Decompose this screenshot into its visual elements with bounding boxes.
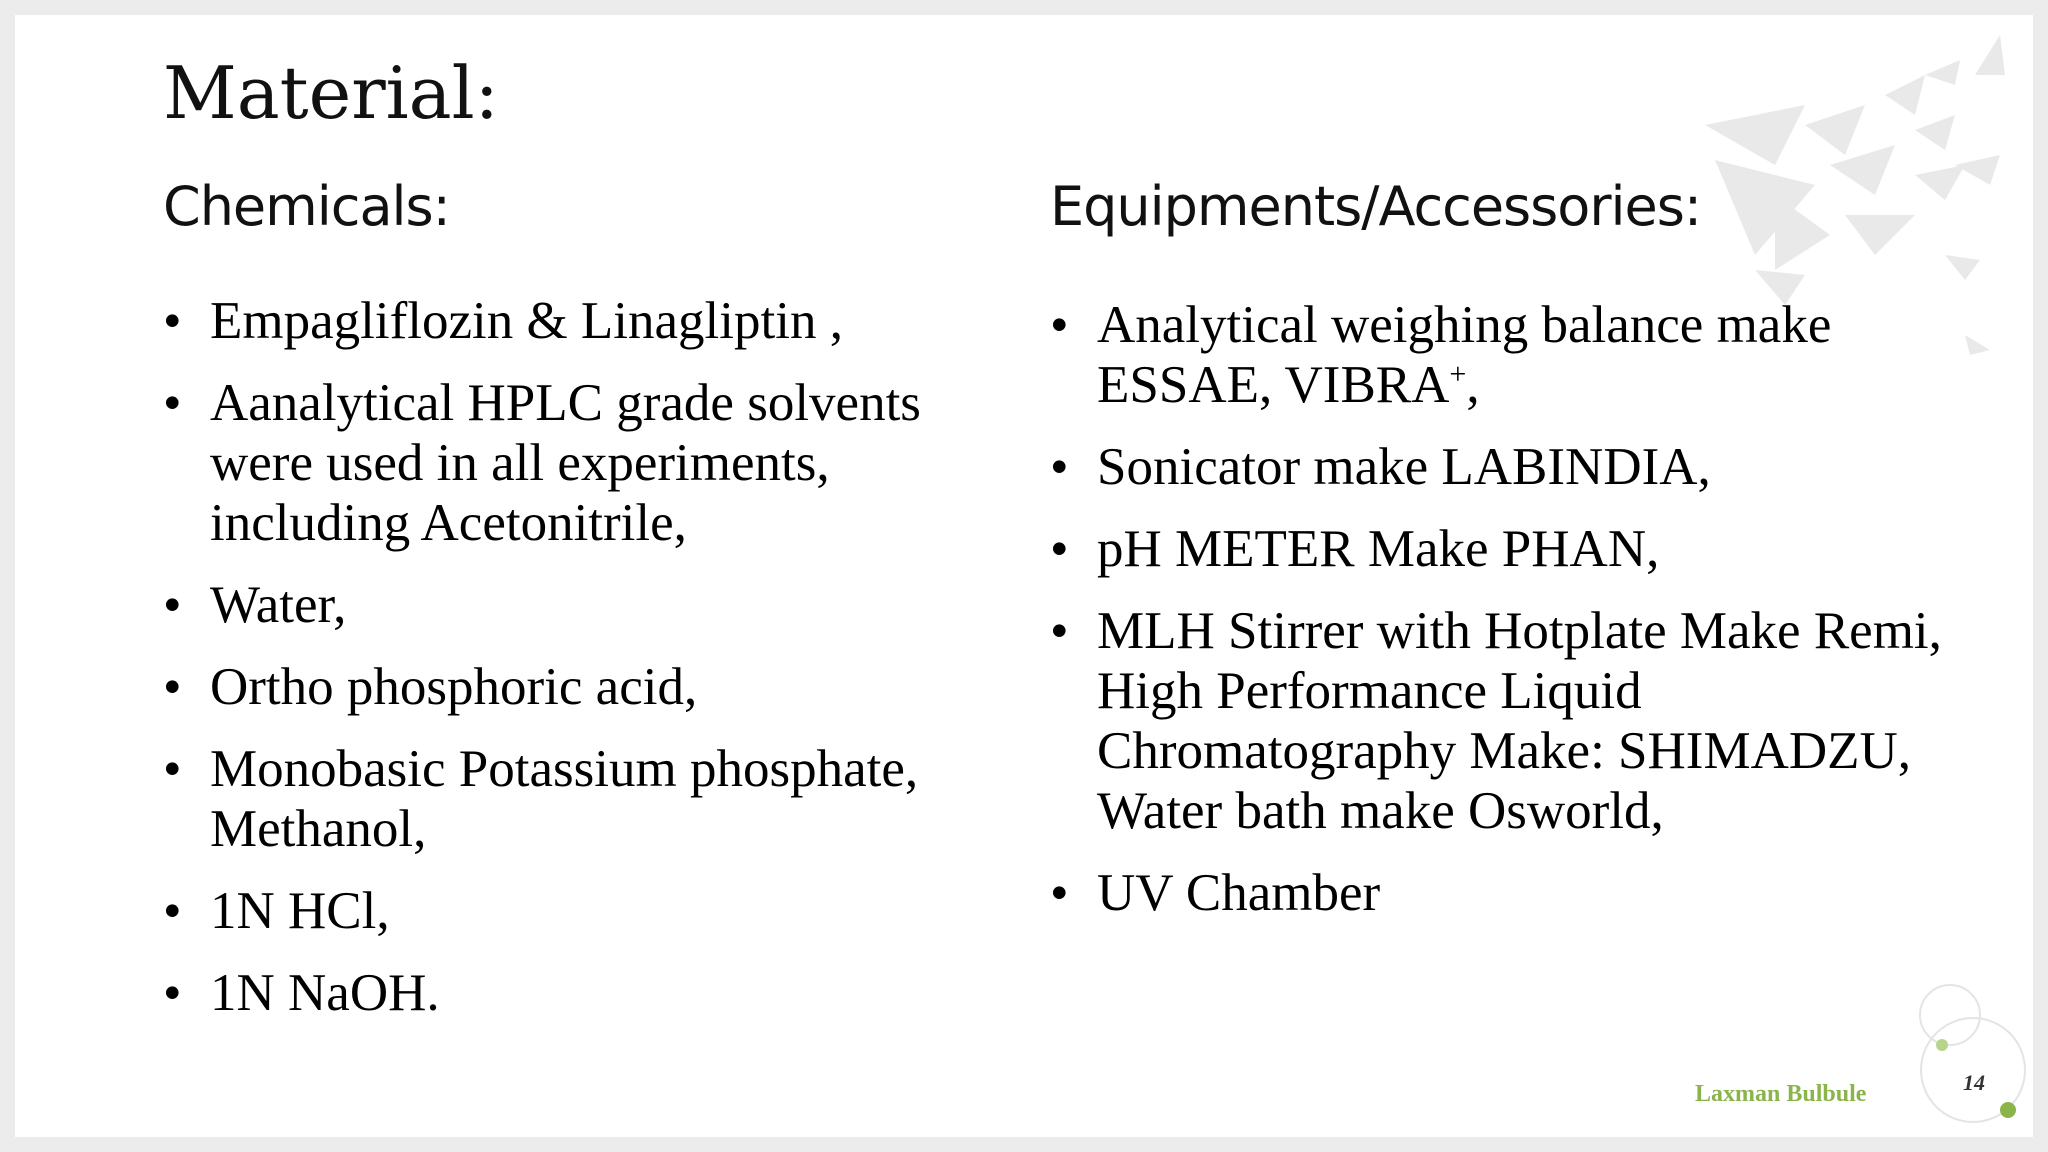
list-item [1050,863,1990,923]
footer-author: Laxman Bulbule [1695,1081,1867,1107]
equipment-item-superscript: + [1449,357,1467,391]
page-number: 14 [1963,1070,1985,1095]
bullet-icon: • [1050,602,1069,660]
bullet-icon: • [1050,864,1069,922]
bullet-icon: • [1050,296,1069,354]
bullet-icon: • [163,576,182,634]
list-item [163,373,993,553]
equipment-item-suffix: , [1466,356,1480,414]
equipment-item-text: UV Chamber [1097,864,1381,922]
equipment-item-text: pH METER Make PHAN, [1097,520,1660,578]
chemical-item-text: Empagliflozin & Linagliptin , [210,292,843,350]
equipment-item-text: Analytical weighing balance make ESSAE, VIBRA [1097,296,1832,414]
list-item [163,739,993,859]
bullet-icon: • [163,964,182,1022]
chemical-item-text: Ortho phosphoric acid, [210,658,698,716]
slide-title: Material: [163,51,499,135]
bullet-icon: • [163,374,182,432]
list-item [163,881,993,941]
equipments-heading: Equipments/Accessories: [1050,175,1702,238]
chemical-item-text: Monobasic Potassium phosphate, Methanol, [210,740,919,858]
list-item [1050,601,1990,841]
list-item [163,963,993,1023]
list-item [163,575,993,635]
chemicals-list [163,291,993,1045]
list-item [163,291,993,351]
chemical-item-text: 1N HCl, [210,882,390,940]
list-item [163,657,993,717]
bullet-icon: • [1050,520,1069,578]
bullet-icon: • [163,740,182,798]
bullet-icon: • [163,882,182,940]
chemical-item-text: 1N NaOH. [210,964,440,1022]
chemical-item-text: Water, [210,576,347,634]
chemicals-heading: Chemicals: [163,175,450,238]
equipment-item-text: Sonicator make LABINDIA, [1097,438,1711,496]
equipments-list [1050,295,1990,945]
equipment-item-text: MLH Stirrer with Hotplate Make Remi, High Performance Liquid Chromatography Make: SHIMADZU, Water bath make Osworld, [1097,602,1942,840]
list-item [1050,437,1990,497]
bullet-icon: • [163,658,182,716]
list-item [1050,295,1990,415]
bullet-icon: • [163,292,182,350]
list-item [1050,519,1990,579]
bullet-icon: • [1050,438,1069,496]
slide [15,15,2033,1137]
chemical-item-text: Aanalytical HPLC grade solvents were used in all experiments, including Acetonitrile, [210,374,921,552]
